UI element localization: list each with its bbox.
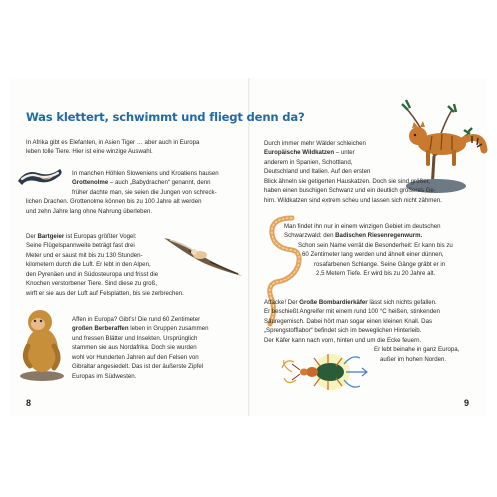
intro-text: In Afrika gibt es Elefanten, in Asien Tiger … aber auch in Europa leben tolle Tiere. Hier ist eine winzige Auswahl. (26, 139, 200, 156)
kaefer-text: Attacke! Der Große Bombardierkäfer lässt sich nichts gefallen. Er beschießt Angreifer mit einem rund 100 °C heißen, stinkenden Säuregemisch. Dabei hört man sogar einen kleinen Knall. Das „Sprengstofflabor“ befindet sich im beweglichen Hinterleib. Der Käfer kann nach vorn, hinten und um die Ecke feuern. Er lebt beinahe in ganz Europa, außer im hohen Norden. (264, 299, 460, 363)
book-gutter (248, 78, 250, 416)
page-title: Was klettert, schwimmt und fliegt denn da? (26, 110, 305, 124)
berberaffe-text: Affen in Europa? Gibt’s! Die rund 60 Zentimeter großen Berberaffen leben in Gruppen zusammen und fressen Blätter und Insekten. Ursprünglich stammen sie aus Nordafrika. Doch sie wurden wohl vor Hunderten Jahren auf den Felsen von Gibraltar angesiedelt. Das ist der äußerste Zipfel Europas im Südwesten. (72, 316, 209, 380)
bartgeier-text: Der Bartgeier ist Europas größter Vogel: Seine Flügelspannweite beträgt fast drei Meter und er saust mit bis zu 130 Stunden- kilometern durch die Luft. Er lebt in den Alpen, den Pyrenäen und in Südosteuropa und frisst die Knochen verstorbener Tiere. Sind diese zu groß, wirft er sie aus der Luft auf Felsplatten, bis sie zerbrechen. (26, 233, 184, 297)
page-number-left: 8 (26, 398, 32, 408)
page-number-right: 9 (464, 398, 470, 408)
berberaffe-illustration (18, 306, 68, 382)
grottenolm-text: In manchen Höhlen Sloweniens und Kroatiens hausen Grottenolme – auch „Babydrachen“ genannt, denn früher dachte man, sie seien die Jungen von schreck- lichen Drachen. Grottenolme können bis zu 100 Jahre alt werden und zehn Jahre lang ohne Nahrung überleben. (26, 170, 219, 215)
regenwurm-text: Man findet ihn nur in einem winzigen Gebiet im deutschen Schwarzwald: den Badischen Riesenregenwurm. Schon sein Name verrät die Besonderheit: Er kann bis zu 60 Zentimeter lang werden und ähnelt einer dünnen, rosafarbenen Schlange. Seine Gänge gräbt er in 2,5 Metern Tiefe. Er wird bis zu 20 Jahre alt. (284, 223, 453, 278)
wildkatze-text: Durch immer mehr Wälder schleichen Europäische Wildkatzen – unter anderem in Spanien, Schottland, Deutschland und Italien. Auf den ersten Blick ähneln sie getigerten Hauskatzen. Doch sie sind größer, haben einen buschigen Schwanz und ein deutlich größeres Ge- hirn. Wildkatzen sind extrem scheu und lassen sich nicht zähmen. (264, 140, 442, 204)
bombardierkaefer-illustration (280, 350, 372, 394)
